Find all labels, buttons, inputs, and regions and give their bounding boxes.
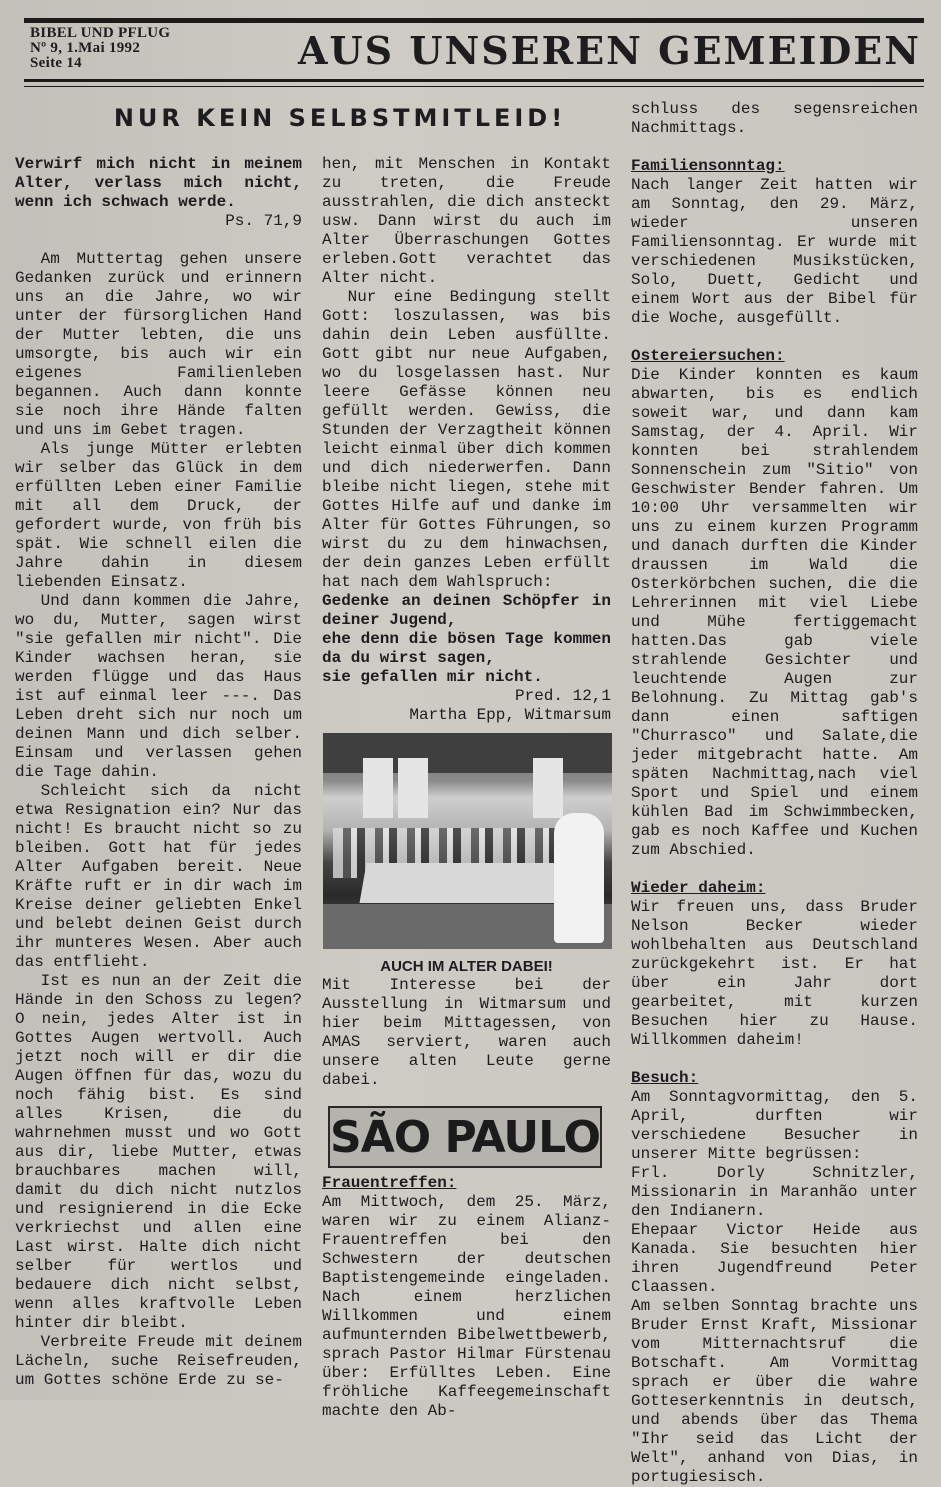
article-paragraph: Verwirf mich nicht in meinem Alter, verlass mich nicht, wenn ich schwach werde. — [15, 155, 302, 211]
article-paragraph: Martha Epp, Witmarsum — [409, 706, 611, 724]
news-spacer — [631, 138, 918, 157]
news-paragraph: schluss des segensreichen Nachmittags. — [631, 100, 918, 137]
photo-seniors-lunch — [323, 733, 612, 949]
article-paragraph: sie gefallen mir nicht. — [322, 668, 543, 686]
article-paragraph: Als junge Mütter erlebten wir selber das Glück in dem erfüllten Leben einer Familie mit all dem Druck, der gefordert wurde, von früh bis spät. Wie schnell eilen die Jahre dahin in diesem liebenden Einsatz. — [15, 440, 302, 591]
news-paragraph: Wir freuen uns, dass Bruder Nelson Becker wieder wohlbehalten aus Deutschland zurückgekehrt ist. Er hat über ein Jahr dort gearbeitet, mit kurzen Besuchen hier zu Hause. Willkommen daheim! — [631, 898, 918, 1049]
news-paragraph: Die Kinder konnten es kaum abwarten, bis es endlich soweit war, und dann kam Samstag, der 4. April. Wir konnten bei strahlendem Sonnenschein zum "Sitio" von Geschwister Bender fahren. Um 10:00 Uhr versammelten wir uns zu einem kurzen Programm und danach durften die Kinder draussen im Wald die Osterkörbchen suchen, die die Lehrerinnen mit viel Liebe und Mühe fertiggemacht hatten.Das gab viele strahlende Gesichter und leuchtende Augen zur Belohnung. Zu Mittag gab's dann einen saftigen "Churrasco" und Salate,die jeder mitgebracht hatte. Am späten Nachmittag,nach viel Sport und Spiel und einem kühlen Bad im Schwimmbecken, gab es noch Kaffee und Kuchen zum Abschied. — [631, 366, 918, 859]
news-spacer — [631, 328, 918, 347]
column-3 — [631, 100, 918, 1487]
article-title: NUR KEIN SELBSTMITLEID! — [113, 104, 567, 132]
frauentreffen-text: Am Mittwoch, dem 25. März, waren wir zu einem Alianz-Frauentreffen bei den Schwestern der deutschen Baptistengemeinde eingeladen. Nach einem herzlichen Willkommen und einem aufmunternden Bibelwettbewerb, sprach Pastor Hilmar Fürstenau über: Erfülltes Leben. Eine fröhliche Kaffeegemeinschaft machte den Ab- — [322, 1193, 611, 1420]
article-paragraph: Verbreite Freude mit deinem Lächeln, suche Reisefreuden, um Gottes schöne Erde zu se- — [15, 1333, 302, 1389]
section-title: AUS UNSEREN GEMEIDEN — [298, 28, 921, 73]
article-paragraph: Schleicht sich da nicht etwa Resignation ein? Nur das nicht! Es braucht nicht so zu bleiben. Gott hat für jedes Alter Aufgaben bereit. Neue Kräfte ruft er in dir wach im Kreise deiner geliebten Enkel und belebt deinen Geist durch ihr munteres Wesen. Aber auch das entflieht. — [15, 782, 302, 971]
article-paragraph: ehe denn die bösen Tage kommen da du wirst sagen, — [322, 630, 611, 667]
header-rule-bottom-thin — [24, 86, 924, 87]
page-number: Seite 14 — [30, 55, 82, 71]
masthead — [30, 26, 170, 71]
column-1 — [15, 155, 302, 1390]
article-paragraph: Pred. 12,1 — [514, 687, 611, 705]
news-heading: Besuch: — [631, 1069, 699, 1087]
article-paragraph: Am Muttertag gehen unsere Gedanken zurück und erinnern uns an die Jahre, wo wir unter der fürsorglichen Hand der Mutter lebten, die uns umsorgte, bis auch wir ein eigenes Familienleben begannen. Auch dann konnte sie noch ihre Hände falten und uns im Gebet tragen. — [15, 250, 302, 439]
publication-name: BIBEL UND PFLUG — [30, 25, 171, 41]
article-paragraph: Nur eine Bedingung stellt Gott: loszulassen, was bis dahin dein Leben ausfüllte. Gott gibt nur neue Aufgaben, wo du losgelassen hast. Nur leere Gefässe können neu gefüllt werden. Gewiss, die Stunden der Verzagtheit können leicht einmal über dich kommen und dich niederwerfen. Dann bleibe nicht liegen, stehe mit Gottes Hilfe auf und danke im Alter für Gottes Führungen, so wirst du zu dem hinwachsen, der dein ganzes Leben erfüllt hat nach dem Wahlspruch: — [322, 288, 611, 591]
news-heading: Wieder daheim: — [631, 879, 766, 897]
column-2 — [322, 155, 611, 1421]
issue-number: Nº 9, 1.Mai 1992 — [30, 40, 141, 56]
news-paragraph: Nach langer Zeit hatten wir am Sonntag, den 29. März, wieder unseren Familiensonntag. Er wurde mit verschiedenen Musikstücken, Solo, Duett, Gedicht und einem Wort aus der Bibel für die Woche, ausgefüllt. — [631, 176, 918, 327]
header-rule-top — [24, 18, 924, 23]
article-paragraph: Gedenke an deinen Schöpfer in deiner Jugend, — [322, 592, 611, 629]
news-heading: Familiensonntag: — [631, 157, 785, 175]
news-heading: Ostereiersuchen: — [631, 347, 785, 365]
header-rule-bottom — [24, 79, 924, 82]
article-paragraph: Und dann kommen die Jahre, wo du, Mutter, sagen wirst "sie gefallen mir nicht". Die Kinder wachsen heran, sie werden flügge und das Haus ist auf einmal leer ---. Das Leben dreht sich nur noch um deinen Mann und dich selber. Einsam und verlassen gehen die Tage dahin. — [15, 592, 302, 781]
news-spacer — [631, 860, 918, 879]
photo-caption: AUCH IM ALTER DABEI! — [380, 958, 553, 975]
article-spacer — [15, 231, 302, 250]
article-paragraph: Ist es nun an der Zeit die Hände in den Schoss zu legen? O nein, jedes Alter ist in Gottes Augen wertvoll. Auch jetzt noch will er dir die Augen öffnen für das, wozu du noch fähig bist. Es sind alles Krisen, die du wahrnehmen musst und wo Gott aus dir, liebe Mutter, etwas brauchbares machen will, damit du dich nicht nutzlos und resignierend in die Ecke verkriechst und allen eine Last wirst. Halte dich nicht selber für wertlos und bedauere dich nicht selbst, wenn alles kraftvolle Leben hinter dir bleibt. — [15, 972, 302, 1332]
frauentreffen-heading: Frauentreffen: — [322, 1174, 457, 1192]
news-paragraph: Am Sonntagvormittag, den 5. April, durften wir verschiedene Besucher in unserer Mitte begrüssen: — [631, 1088, 918, 1163]
sao-paulo-banner: SÃO PAULO — [328, 1106, 602, 1168]
news-spacer — [631, 1050, 918, 1069]
article-paragraph: Ps. 71,9 — [225, 212, 302, 230]
news-paragraph: Ehepaar Victor Heide aus Kanada. Sie besuchten hier ihren Jugendfreund Peter Claassen. — [631, 1221, 918, 1296]
photo-description: Mit Interesse bei der Ausstellung in Witmarsum und hier beim Mittagessen, von AMAS serviert, waren auch unsere alten Leute gerne dabei. — [322, 976, 611, 1089]
news-paragraph: Am selben Sonntag brachte uns Bruder Ernst Kraft, Missionar vom Mitternachtsruf die Botschaft. Am Vormittag sprach er über die wahre Gotteserkenntnis in deutsch, und abends über das Thema "Ihr seid das Licht der Welt", anhand von Dias, in portugiesisch. — [631, 1297, 918, 1486]
article-continuation — [322, 155, 611, 725]
news-paragraph: Frl. Dorly Schnitzler, Missionarin in Maranhão unter den Indianern. — [631, 1164, 918, 1220]
article-paragraph: hen, mit Menschen in Kontakt zu treten, die Freude ausstrahlen, die dich ansteckt usw. Dann wirst du auch im Alter Überraschungen Gottes erleben.Gott verachtet das Alter nicht. — [322, 155, 611, 287]
